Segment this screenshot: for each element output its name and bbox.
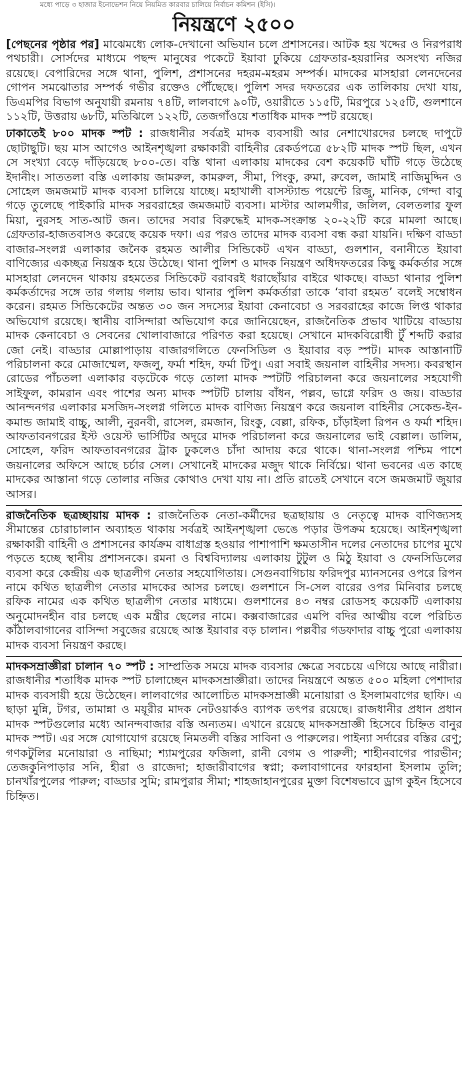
- paragraph-drug-queens: [6, 660, 462, 804]
- continuation-note: [পেছনের পৃষ্ঠার পর]: [6, 38, 100, 51]
- section-divider: [6, 505, 462, 506]
- subheading-drug-queens: মাদকসম্রাজ্ঞীরা চালান ৭০ স্পট :: [6, 660, 155, 674]
- paragraph-text: মাঝেমধ্যে লোক-দেখানো অভিযান চলে প্রশাসনের। আটক হয় খদ্দের ও নিরপরাধ পথচারী। সোর্সদের মাধ্যমে পছন্দ মানুষের পকেটে ইয়াবা ঢুকিয়ে গ্রেফতার-হয়রানির অসংখ্য নজির রয়েছে। বেপারিদের সঙ্গে থানা, পুলিশ, প্রশাসনের দহরম-মহরম সম্পর্ক। মাদকের মাসহারা লেনদেনের গোপন সমঝোতার সম্পর্ক গভীর রক্তেও পৌঁছেছে। পুলিশ সদর দফতরের এক তালিকায় দেখা যায়, ডিএমপির বিভাগ অনুযায়ী রমনায় ৭৪টি, লালবাগে ৯০টি, ওয়ারীতে ১১৫টি, মিরপুরে ১২৫টি, গুলশানে ১১২টি, উত্তরায় ৬৮টি, মতিঝিলে ১২২টি, তেজগাঁওয়ে শতাধিক মাদক স্পট রয়েছে।: [6, 38, 462, 124]
- clipped-top-line: মধ্যে পাড়ে ৩ হাজার ইনোভেশন নিয়ে নিয়মিত কারবার চালিয়ে নির্বাচন কমিশন (ইসি)।: [40, 1, 276, 9]
- paragraph-dhaka-spots: [6, 127, 462, 502]
- paragraph-text: সাম্প্রতিক সময়ে মাদক ব্যবসার ক্ষেত্রে সবচেয়ে এগিয়ে আছে নারীরা। রাজধানীর শতাধিক মাদক স্পট চালাচ্ছেন মাদকসম্রাজ্ঞীরা। তাদের নিয়ন্ত্রণে অন্তত ৫০০ মহিলা পেশাদার মাদক ব্যবসায়ী হয়ে উঠেছেন। লালবাগের আলোচিত মাদকসম্রাজ্ঞী মনোয়ারা ও ইসলামবাগের ছাফি। এ ছাড়া মুন্নি, টগর, তামান্না ও ময়ূরীর মাদক নেটওয়ার্কও ব্যাপক তৎপর রয়েছে। রাজধানীর প্রধান প্রধান মাদক স্পটগুলোর মধ্যে আনন্দবাজার বস্তি অন্যতম। এখানে রয়েছে মাদকসম্রাজ্ঞী হিসেবে চিহ্নিত বানুর মাদক স্পট। এর সঙ্গে যোগাযোগ রয়েছে নিমতলী বস্তির সাবিনা ও পারুলের। পাইন্যা সর্দারের বস্তির রেণু; গণকটুলির মনোয়ারা ও নাছিমা; শ্যামপুরের ফজিলা, রানী বেগম ও পারুলী; শাহীনবাগের পারভীন; তেজকুনিপাড়ার সনি, হীরা ও রাজেদা; হাজারীবাগের স্বপ্না; কলাবাগানের ফারহানা ইসলাম তুলি; চানখাঁরপুলের পারুল; বাড্ডার সুমি; রামপুরার সীমা; শাহজাহানপুরের মুক্তা বিশেষভাবে ড্রাগ কুইন হিসেবে চিহ্নিত।: [6, 660, 462, 803]
- paragraph-intro: [6, 38, 462, 124]
- paragraph-text: রাজধানীর সর্বত্রই মাদক ব্যবসায়ী আর নেশাখোরদের চলছে দাপুটে ছোটাছুটি। ছয় মাস আগেও আইনশৃঙ্খলা রক্ষাকারী বাহিনীর রেকর্ডপত্রে ৫৮২টি মাদক স্পট ছিল, এখন সে সংখ্যা বেড়ে দাঁড়িয়েছে ৮০০-তে। বস্তি থানা এলাকায় মাদকের বেশ কয়েকটি ঘাঁটি গড়ে উঠেছে ইদানীং। সাততলা বস্তি এলাকায় জামরুল, কামরুল, সীমা, পিংকু, রুমা, রুবেল, জামাই নাজিমুদ্দিন ও সোহেল জমজমাট মাদক ব্যবসা চালিয়ে যাচ্ছে। মহাখালী বাসস্ট্যান্ড পয়েন্টে রিজু, মানিক, গেন্দা বাবু গড়ে তুলেছে পাইকারি মাদক সরবরাহের জমজমাট ব্যবসা। মাস্টার আলমগীর, জলিল, বেলতলার ফুল মিয়া, নুরসহ সাত-আট জন। তাদের সবার বিরুদ্ধেই মাদক-সংক্রান্ত ২০-২২টি করে মামলা আছে। গ্রেফতার-হাজতবাসও করেছে কয়েক দফা। এর পরও তাদের মাদক ব্যবসা বন্ধ করা যায়নি। দক্ষিণ বাড্ডা বাজার-সংলগ্ন এলাকার জনৈক রহমত আলীর সিন্ডিকেট এখন বাড্ডা, গুলশান, বনানীতে ইয়াবা বাণিজ্যের একচ্ছত্র নিয়ন্ত্রক হয়ে উঠেছে। থানা পুলিশ ও মাদক নিয়ন্ত্রণ অধিদফতরের কিছু কর্মকর্তার সঙ্গে মাসহারা লেনদেন থাকায় রহমতের সিন্ডিকেট বরাবরই ধরাছোঁয়ার বাইরে থাকছে। বাড্ডা থানার পুলিশ কর্মকর্তাদের সঙ্গে তার গলায় গলায় ভাব। থানার পুলিশ কর্মকর্তারা তাকে ‘বাবা রহমত’ বলেই সম্বোধন করেন। রহমত সিন্ডিকেটের অন্তত ৩০ জন সদস্যের ইয়াবা কেনাবেচা ও সরবরাহের কাজে লিপ্ত থাকার অভিযোগ রয়েছে। স্থানীয় বাসিন্দারা অভিযোগ করে জানিয়েছেন, রাজনৈতিক প্রভাব খাটিয়ে বাড্ডায় মাদক কেনাবেচা ও সেবনের খোলাবাজারে পরিণত করা হয়েছে। সেখানে মাদকবিরোধী টুঁ শব্দটি করার জো নেই। বাড্ডার মোল্লাপাড়ায় বাজারগলিতে ফেনসিডিল ও ইয়াবার বড় স্পট। মাদক আস্তানাটি পরিচালনা করে মোজাম্মেল, ফজলু, ফর্মা শহিদ, ফর্মা টিপু। এরা সবাই জয়নাল বাহিনীর সদস্য। কবরস্থান রোডের পাঁচতলা এলাকার বড়টেকে গড়ে তোলা মাদক স্পটটি পরিচালনা করে জয়নালের সহযোগী সাইফুল, কামরান এবং পাশের অন্য মাদক স্পটটি চালায় বাঁধন, পল্লব, ভাগ্নে ফরিদ ও জয়। বাড্ডার আনন্দনগর এলাকার মসজিদ-সংলগ্ন গলিতে মাদক বাণিজ্য নিয়ন্ত্রণ করে জয়নাল বাহিনীর সেকেন্ড-ইন-কমান্ড জামাই বাচ্চু, আলী, নুরনবী, রাসেল, রমজান, রিংকু, বেল্লা, রফিক, চাঁড়াইলা রিপন ও ফর্মা শহিদ। আফতাবনগরের ইস্ট ওয়েস্ট ভার্সিটির অদূরে মাদক পরিচালনা করে জয়নালের ভাই বেল্লাল। ডালিম, সোহেল, ফরিদ আফতাবনগরের ট্রাক ঢুকলেও চাঁদা আদায় করে থাকে। থানা-সংলগ্ন পশ্চিম পাশে জয়নালের অফিসে আছে চর্চার সেল। সেখানেই মাদকের মজুদ থাকে নির্বিঘ্নে। থানা ভবনের এত কাছে মাদকের আস্তানা গড়ে তোলার নজির কোথাও দেখা যায় না। প্রতি রাতেই সেখানে বসে জমজমাট জুয়ার আসর।: [6, 127, 462, 501]
- paragraph-text: রাজনৈতিক নেতা-কর্মীদের ছত্রছায়ায় ও নেতৃত্বে মাদক বাণিজ্যসহ সীমান্তের চোরাচালান অব্যাহত থাকায় সর্বত্রই আইনশৃঙ্খলা ভেঙে পড়ার উপক্রম হয়েছে। আইনশৃঙ্খলা রক্ষাকারী বাহিনী ও প্রশাসনের কার্যক্রম বাধাগ্রস্ত হওয়ার পাশাপাশি ক্ষমতাসীন দলের নেতাদের চাপের মুখে পড়তে হচ্ছে স্থানীয় প্রশাসনকে। রমনা ও বিশ্ববিদ্যালয় এলাকায় টুটুল ও মিঠু ইয়াবা ও ফেনসিডিলের ব্যবসা করে কেন্দ্রীয় এক ছাত্রলীগ নেতার সহযোগিতায়। সেগুনবাগিচায় ফরিদপুর ম্যানসনের ওপরে রিপন নামে কথিত ছাত্রলীগ নেতার মাদকের আসর চলছে। গুলশানে সি-সেল বারের ওপর মিনিবার চলছে রফিক নামের এক কথিত ছাত্রলীগ নেতার মাধ্যমে। গুলশানের ৪৩ নম্বর রোডসহ কয়েকটি এলাকায় অনুমোদনহীন বার চলছে এক মন্ত্রীর ছেলের নামে। কক্সবাজারের এমপি বদির আত্মীয় বলে পরিচিত কাঁঠালবাগানের বাসিন্দা সবুজের রয়েছে আস্ত ইয়াবার বড় চালান। পল্লবীর গডফাদার বাচ্চু পুরো এলাকায় মাদক ব্যবসা নিয়ন্ত্রণ করছে।: [6, 509, 462, 652]
- section-divider: [6, 656, 462, 657]
- headline: নিয়ন্ত্রণে ২৫০০: [172, 12, 296, 36]
- article-body: [6, 38, 462, 1070]
- subheading-dhaka-spots: ঢাকাতেই ৮০০ মাদক স্পট :: [6, 127, 144, 141]
- subheading-political-shelter: রাজনৈতিক ছত্রচ্ছায়ায় মাদক :: [6, 509, 152, 522]
- paragraph-political-shelter: [6, 509, 462, 653]
